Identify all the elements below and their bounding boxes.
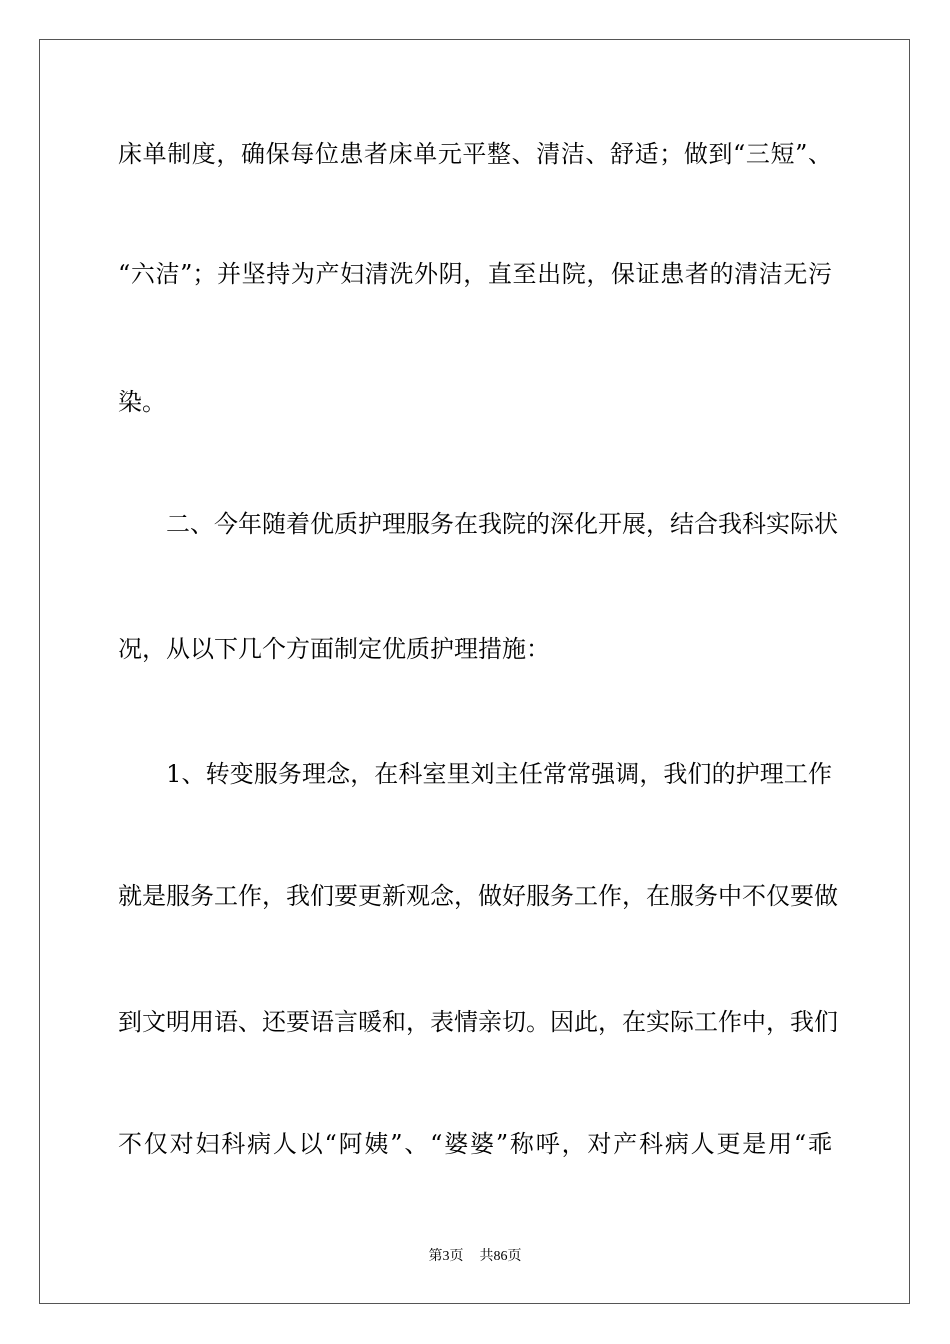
page-number: 第3页: [428, 1249, 464, 1264]
page-border: [39, 39, 910, 1304]
page-total: 共86页: [479, 1249, 522, 1264]
text-line: 到文明用语、还要语言暖和，表情亲切。因此，在实际工作中，我们: [118, 1008, 838, 1036]
text-line: 况，从以下几个方面制定优质护理措施：: [118, 635, 550, 663]
paragraph-start-line: 1、转变服务理念，在科室里刘主任常常强调，我们的护理工作: [118, 760, 832, 788]
text-line: 就是服务工作，我们要更新观念，做好服务工作，在服务中不仅要做: [118, 882, 838, 910]
text-line: 不仅对妇科病人以“阿姨”、“婆婆”称呼，对产科病人更是用“乖: [118, 1130, 832, 1158]
text-line: “六洁”；并坚持为产妇清洗外阴，直至出院，保证患者的清洁无污: [118, 260, 832, 288]
text-line: 染。: [118, 388, 166, 416]
page-footer: [0, 1248, 950, 1266]
text-line: 床单制度，确保每位患者床单元平整、清洁、舒适；做到“三短”、: [118, 140, 832, 168]
paragraph-start-line: 二、今年随着优质护理服务在我院的深化开展，结合我科实际状: [118, 510, 838, 538]
